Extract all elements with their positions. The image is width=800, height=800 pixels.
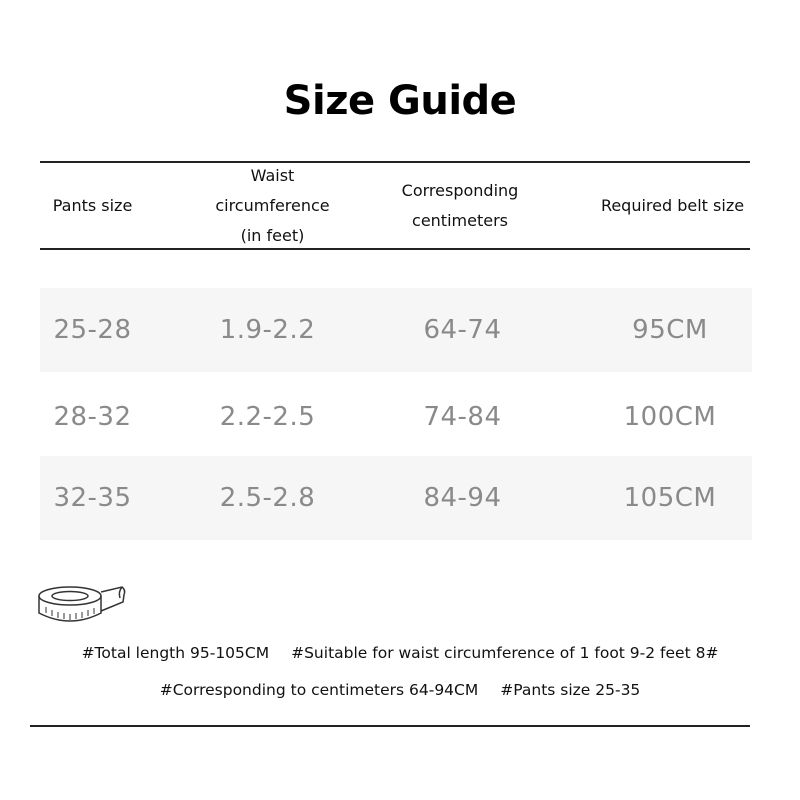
cell-belt-size: 100CM: [623, 402, 717, 432]
header-line: Waist: [250, 165, 295, 185]
table-row: [40, 375, 752, 459]
header-line: centimeters: [412, 210, 508, 230]
bottom-rule: [30, 725, 750, 727]
header-corresponding-centimeters: [380, 163, 540, 248]
cell-pants-size: 25-28: [53, 315, 132, 345]
cell-centimeters: 74-84: [423, 402, 502, 432]
cell-waist-feet: 2.5-2.8: [219, 483, 316, 513]
cell-pants-size: 32-35: [53, 483, 132, 513]
header-pants-size: [40, 163, 145, 248]
note-waist-circumference: #Suitable for waist circumference of 1 foot 9-2 feet 8#: [291, 644, 719, 662]
notes-line-1: [0, 644, 800, 662]
header-waist-circumference: [200, 163, 345, 248]
table-header-rule: [40, 248, 750, 250]
header-line: Required belt size: [600, 195, 745, 215]
header-line: (in feet): [240, 225, 305, 245]
measuring-tape-icon: [34, 580, 130, 630]
cell-belt-size: 105CM: [623, 483, 717, 513]
cell-waist-feet: 2.2-2.5: [219, 402, 316, 432]
page-title: Size Guide: [283, 78, 517, 124]
table-row: [40, 288, 752, 372]
cell-pants-size: 28-32: [53, 402, 132, 432]
notes-line-2: [0, 681, 800, 699]
cell-centimeters: 64-74: [423, 315, 502, 345]
note-pants-size: #Pants size 25-35: [500, 681, 641, 699]
cell-centimeters: 84-94: [423, 483, 502, 513]
table-header: [40, 163, 750, 248]
note-centimeters: #Corresponding to centimeters 64-94CM: [159, 681, 479, 699]
cell-waist-feet: 1.9-2.2: [219, 315, 316, 345]
note-total-length: #Total length 95-105CM: [81, 644, 270, 662]
header-line: Corresponding: [401, 180, 519, 200]
header-line: Pants size: [52, 195, 133, 215]
header-required-belt-size: [595, 163, 750, 248]
header-line: circumference: [215, 195, 330, 215]
table-row: [40, 456, 752, 540]
cell-belt-size: 95CM: [632, 315, 708, 345]
